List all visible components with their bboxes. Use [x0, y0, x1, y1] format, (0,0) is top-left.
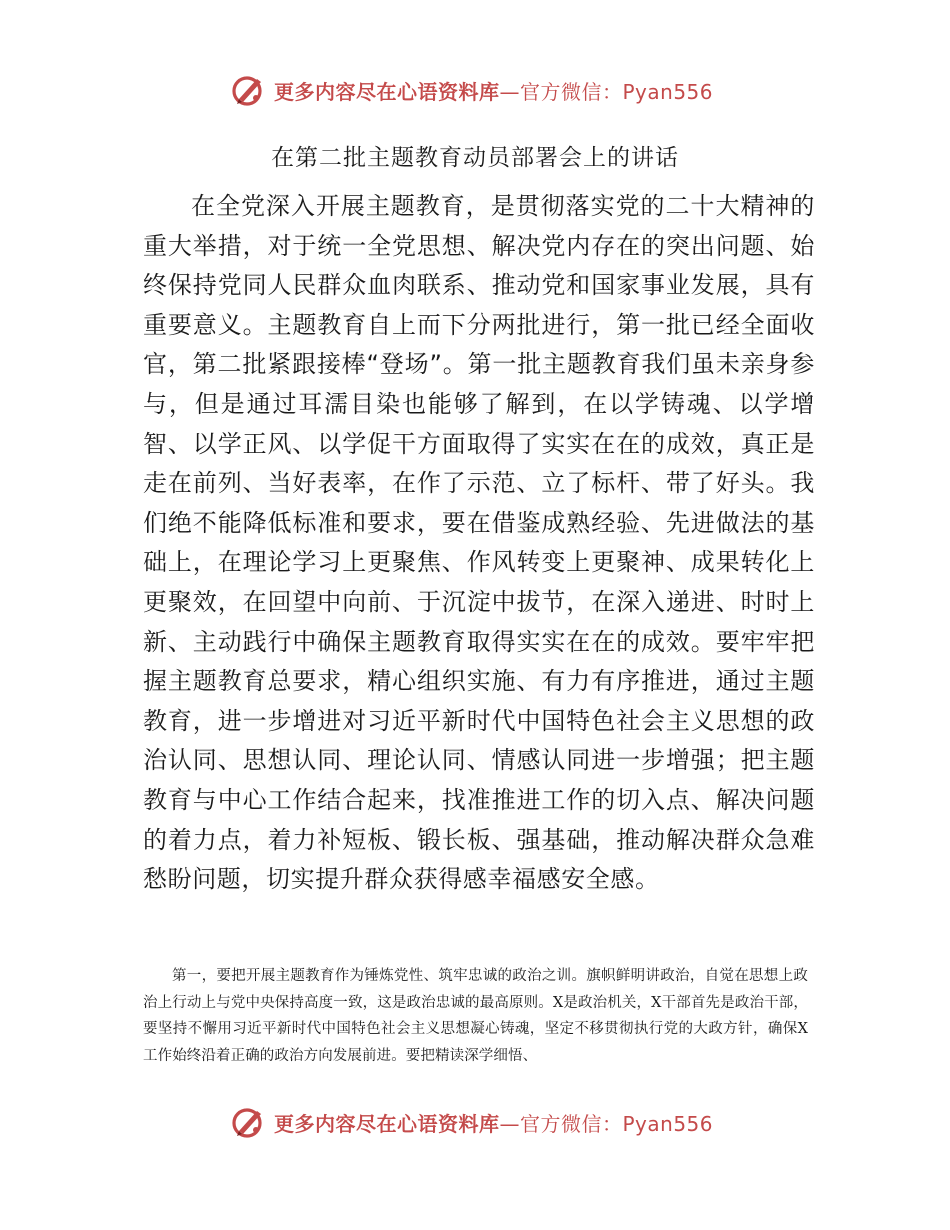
section-one-paragraph: 第一，要把开展主题教育作为锤炼党性、筑牢忠诚的政治之训。旗帜鲜明讲政治，自觉在思想上政治上行动上与党中央保持高度一致，这是政治忠诚的最高原则。X是政治机关，X干部首先是政治干部，要坚持不懈用习近平新时代中国特色社会主义思想凝心铸魂，坚定不移贯彻执行党的大政方针，确保X工作始终沿着正确的政治方向发展前进。要把精读深学细悟、: [143, 968, 808, 1064]
watermark-wechat: 官方微信：Pyan556: [520, 79, 714, 104]
watermark-banner-top: [230, 70, 750, 110]
watermark-separator: —: [499, 79, 520, 104]
watermark-main-text: 更多内容尽在心语资料库: [274, 79, 500, 104]
watermark-wechat: 官方微信：Pyan556: [520, 1111, 714, 1136]
watermark-banner-bottom: [230, 1102, 750, 1142]
watermark-main-text: 更多内容尽在心语资料库: [274, 1111, 500, 1136]
watermark-text: [274, 1108, 713, 1137]
intro-paragraph: 在全党深入开展主题教育，是贯彻落实党的二十大精神的重大举措，对于统一全党思想、解决党内存在的突出问题、始终保持党同人民群众血肉联系、推动党和国家事业发展，具有重要意义。主题教育自上而下分两批进行，第一批已经全面收官，第二批紧跟接棒“登场”。第一批主题教育我们虽未亲身参与，但是通过耳濡目染也能够了解到，在以学铸魂、以学增智、以学正风、以学促干方面取得了实实在在的成效，真正是走在前列、当好表率，在作了示范、立了标杆、带了好头。我们绝不能降低标准和要求，要在借鉴成熟经验、先进做法的基础上，在理论学习上更聚焦、作风转变上更聚神、成果转化上更聚效，在回望中向前、于沉淀中拔节，在深入递进、时时上新、主动践行中确保主题教育取得实实在在的成效。要牢牢把握主题教育总要求，精心组织实施、有力有序推进，通过主题教育，进一步增进对习近平新时代中国特色社会主义思想的政治认同、思想认同、理论认同、情感认同进一步增强；把主题教育与中心工作结合起来，找准推进工作的切入点、解决问题的着力点，着力补短板、锻长板、强基础，推动解决群众急难愁盼问题，切实提升群众获得感幸福感安全感。: [143, 192, 815, 894]
document-title: 在第二批主题教育动员部署会上的讲话: [271, 145, 679, 171]
pen-circle-logo-icon: [230, 1104, 266, 1140]
watermark-separator: —: [499, 1111, 520, 1136]
watermark-text: [274, 76, 713, 105]
pen-circle-logo-icon: [230, 72, 266, 108]
